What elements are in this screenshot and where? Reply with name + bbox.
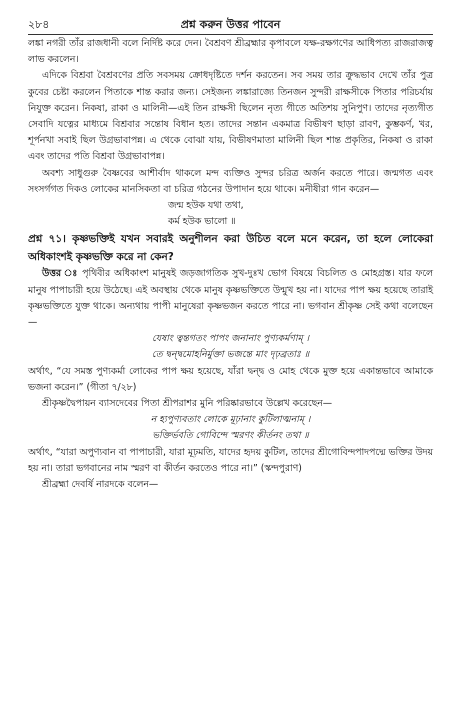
verse-line: কর্ম হউক ভালো ॥	[168, 216, 236, 228]
paragraph: অর্থাৎ, “যে সমস্ত পুণ্যকর্মা লোকের পাপ ক্ষয় হয়েছে, যাঁরা দ্বন্দ্ব ও মোহ থেকে মুক্ত হয়ে একান্তভাবে আমাকে ভজনা করেন।” (গীতা ৭/২৮)	[28, 365, 433, 393]
page-number: ২৮৪	[28, 18, 50, 31]
paragraph: অর্থাৎ, “যারা অপুণ্যবান বা পাপাচারী, যারা মূঢ়মতি, যাদের হৃদয় কুটিল, তাদের শ্রীগোবিন্দপাদপদ্মে ভক্তির উদয় হয় না। তারা ভগবানের নাম স্মরণ বা কীর্তন করতেও পারে না।” (স্কন্দপুরাণ)	[28, 446, 433, 474]
paragraph: শ্রীব্রহ্মা দেবর্ষি নারদকে বলেন—	[42, 479, 159, 491]
answer-paragraph	[28, 266, 433, 331]
paragraph: লঙ্কা নগরী তাঁর রাজধানী বলে নির্দিষ্ট করে দেন। বৈশ্রবণ শ্রীব্রহ্মার কৃপাবলে যক্ষ-রক্ষগণের আধিপত্য রাজরাজত্ব লাভ করলেন।	[28, 38, 433, 66]
paragraph: শ্রীকৃষ্ণদ্বৈপায়ন ব্যাসদেবের পিতা শ্রীপরাশর মুনি পরিষ্কারভাবে উল্লেখ করেছেন—	[42, 398, 333, 410]
header-rule	[28, 34, 433, 35]
page-body	[28, 36, 433, 493]
running-title: প্রশ্ন করুন উত্তর পাবেন	[180, 18, 281, 31]
sloka-line: যেষাং ত্বন্তগতং পাপং জনানাং পুণ্যকর্মণাম্ ।	[151, 333, 310, 345]
answer-text: পৃথিবীর অধিকাংশ মানুষই জড়জাগতিক সুখ-দুঃখ ভোগ বিষয়ে বিচলিত ও মোহগ্রস্ত। যার ফলে মানুষ পাপাচারী হয়ে উঠেছে। এই অবস্থায় থেকে মানুষ কৃষ্ণভক্তিতে উন্মুখ হয় না। যাদের পাপ ক্ষয় হয়েছে তারাই কৃষ্ণভক্তিতে যুক্ত থাকে। অন্যথায় পাপী মানুষেরা কৃষ্ণভজন করতে পারে না। ভগবান শ্রীকৃষ্ণ সেই কথা বলেছেন—	[28, 268, 433, 329]
paragraph: অবশ্য সাধুগুরু বৈষ্ণবের আশীর্বাদ থাকলে মন্দ ব্যক্তিও সুন্দর চরিত্র অর্জন করতে পারে। জন্মগত এবং সংসর্গগত দিকও লোকের মানসিকতা বা চরিত্র গঠনের উপাদান হয়ে থাকে। মনীষীরা গান করেন—	[28, 167, 433, 195]
sloka-line: ভক্তির্ভবতি গোবিন্দে স্মরণং কীর্তনং তথা ॥	[152, 430, 309, 442]
verse-line: জন্ম হউক যথা তথা,	[168, 200, 244, 212]
sloka-line: তে দ্বন্দ্বমোহনির্মুক্তা ভজন্তে মাং দৃঢ়ব্রতাঃ ॥	[151, 349, 310, 361]
page-header	[28, 10, 433, 36]
sloka-line: ন হ্যপুণ্যবতাং লোকে মূঢ়ানাং কুটিলাত্মনাম্ ।	[150, 414, 311, 426]
paragraph: এদিকে বিশ্রবা বৈশ্রবণের প্রতি সবসময় ক্রোধদৃষ্টিতে দর্শন করতেন। সব সময় তার ক্রুদ্ধভাব দেখে তাঁর পুত্র কুবের চেষ্টা করলেন পিতাকে শান্ত করার জন্য। সেইজন্য লঙ্কারাজ্যে তিনজন সুন্দরী রাক্ষসীকে পিতার পরিচর্যায় নিযুক্ত করেন। নিকষা, রাকা ও মালিনী—এই তিন রাক্ষসী ছিলেন নৃত্য গীতে অতিশয় সুনিপুণ। তাদের নৃত্যগীত সেবাদি যত্নের মাধ্যমে বিশ্রবার সন্তোষ বিধান হত। তাদের সন্তান একমাত্র বিভীষণ ছাড়া রাবণ, কুম্ভকর্ণ, খর, শূর্পনখা সবাই ছিল উগ্রভাবাপন্ন। এ থেকে বোঝা যায়, বিভীষণমাতা মালিনী ছিল শান্ত প্রকৃতির, নিকষা ও রাকা এবং তাদের পতি বিশ্রবা উগ্রভাবাপন্ন।	[28, 70, 433, 163]
question-heading: প্রশ্ন ৭১। কৃষ্ণভক্তিই যখন সবারই অনুশীলন করা উচিত বলে মনে করেন, তা হলে লোকেরা অধিকাংশই কৃষ্ণভক্তি করে না কেন?	[28, 233, 433, 264]
answer-label: উত্তর ঃ	[42, 268, 79, 280]
